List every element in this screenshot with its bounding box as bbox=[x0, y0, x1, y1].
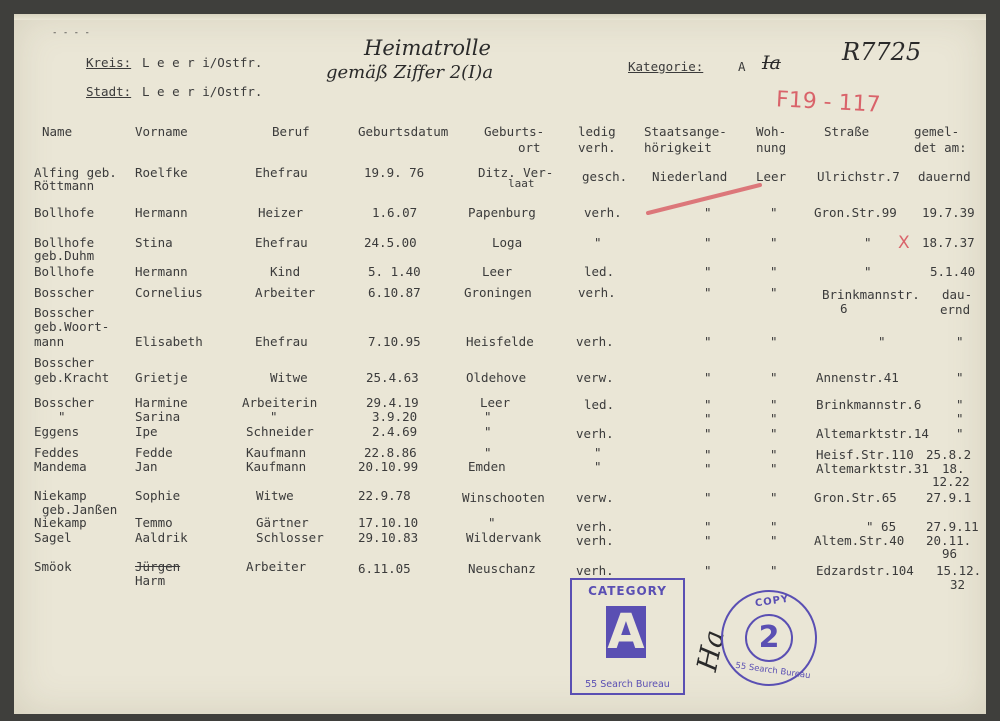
table-cell: Bollhofe bbox=[34, 235, 95, 250]
table-cell: 25.4.63 bbox=[366, 370, 419, 385]
table-cell: Bollhofe bbox=[34, 264, 95, 279]
table-cell: " bbox=[770, 461, 778, 476]
table-cell: Brinkmannstr. bbox=[822, 287, 920, 302]
table-cell: " bbox=[704, 519, 712, 534]
table-cell: Kaufmann bbox=[246, 459, 307, 474]
table-cell: " bbox=[704, 461, 712, 476]
table-cell: " bbox=[58, 409, 66, 424]
col-staat-2: hörigkeit bbox=[644, 140, 712, 155]
table-cell: " bbox=[878, 334, 886, 349]
table-cell: " bbox=[770, 334, 778, 349]
table-cell: mann bbox=[34, 334, 65, 349]
table-cell: Röttmann bbox=[34, 178, 95, 193]
table-cell: Ditz. Ver- bbox=[478, 165, 554, 180]
col-geburtsort-2: ort bbox=[518, 140, 541, 155]
table-cell: 1.6.07 bbox=[372, 205, 418, 220]
table-cell: 18.7.37 bbox=[922, 235, 975, 250]
handwritten-title: Heimatrolle bbox=[364, 36, 491, 60]
col-beruf: Beruf bbox=[272, 124, 310, 139]
table-cell: " bbox=[704, 285, 712, 300]
table-cell: " bbox=[770, 411, 778, 426]
table-cell: Ulrichstr.7 bbox=[817, 169, 900, 184]
table-cell: 20.11. bbox=[926, 533, 972, 548]
table-cell: 3.9.20 bbox=[372, 409, 418, 424]
table-cell: 19.9. 76 bbox=[364, 165, 425, 180]
table-cell: Gron.Str.99 bbox=[814, 205, 897, 220]
copy-stamp-number: 2 bbox=[745, 614, 793, 662]
table-cell: verw. bbox=[576, 370, 614, 385]
table-cell: Brinkmannstr.6 bbox=[816, 397, 922, 412]
table-cell: " bbox=[956, 397, 964, 412]
table-cell: Bosscher bbox=[34, 285, 95, 300]
table-cell: geb.Janßen bbox=[42, 502, 118, 517]
table-cell: Smöok bbox=[34, 559, 72, 574]
table-cell: Hermann bbox=[135, 264, 188, 279]
table-cell: " bbox=[956, 334, 964, 349]
table-cell: Ehefrau bbox=[255, 334, 308, 349]
table-cell: verh. bbox=[576, 334, 614, 349]
kategorie-value: A bbox=[738, 59, 746, 74]
table-cell: Harm bbox=[135, 573, 166, 588]
table-cell: verh. bbox=[578, 285, 616, 300]
table-cell: 17.10.10 bbox=[358, 515, 419, 530]
table-cell: Schlosser bbox=[256, 530, 324, 545]
kategorie-handwritten: Ia bbox=[762, 52, 781, 74]
table-cell: 96 bbox=[942, 546, 958, 561]
table-cell: Papenburg bbox=[468, 205, 536, 220]
table-cell: 27.9.11 bbox=[926, 519, 979, 534]
table-cell: Wildervank bbox=[466, 530, 542, 545]
table-cell: Neuschanz bbox=[468, 561, 536, 576]
table-cell: " bbox=[770, 447, 778, 462]
table-cell: " bbox=[594, 459, 602, 474]
table-cell: " bbox=[770, 235, 778, 250]
table-cell: Schneider bbox=[246, 424, 314, 439]
table-cell: Arbeiter bbox=[246, 559, 307, 574]
table-cell: 22.8.86 bbox=[364, 445, 417, 460]
category-stamp-letter: A bbox=[607, 604, 645, 660]
table-cell: Niekamp bbox=[34, 515, 87, 530]
table-cell: verh. bbox=[576, 426, 614, 441]
table-cell: verh. bbox=[584, 205, 622, 220]
table-cell: " bbox=[704, 205, 712, 220]
table-cell: Heisf.Str.110 bbox=[816, 447, 914, 462]
table-cell: " bbox=[770, 490, 778, 505]
table-cell: " bbox=[770, 264, 778, 279]
table-cell: Altemarktstr.31 bbox=[816, 461, 929, 476]
table-cell: Witwe bbox=[256, 488, 294, 503]
col-gemeldet-2: det am: bbox=[914, 140, 967, 155]
table-cell: Altemarktstr.14 bbox=[816, 426, 929, 441]
handwritten-corner-number: R7725 bbox=[842, 38, 922, 66]
table-cell: Groningen bbox=[464, 285, 532, 300]
table-cell: 18. bbox=[942, 461, 965, 476]
table-cell: 29.4.19 bbox=[366, 395, 419, 410]
table-cell: " bbox=[770, 426, 778, 441]
table-cell: Niederland bbox=[652, 169, 728, 184]
table-cell: laat bbox=[508, 177, 535, 190]
table-cell: Bosscher bbox=[34, 395, 95, 410]
table-cell: Jürgen bbox=[135, 559, 181, 574]
table-cell: verh. bbox=[576, 533, 614, 548]
table-cell: " bbox=[770, 519, 778, 534]
red-x-mark: X bbox=[898, 233, 910, 253]
table-cell: Stina bbox=[135, 235, 173, 250]
table-cell: 25.8.2 bbox=[926, 447, 972, 462]
table-cell: " bbox=[770, 370, 778, 385]
table-cell: Sophie bbox=[135, 488, 181, 503]
table-cell: Altem.Str.40 bbox=[814, 533, 905, 548]
table-cell: 20.10.99 bbox=[358, 459, 419, 474]
table-cell: " bbox=[594, 235, 602, 250]
table-cell: " bbox=[704, 334, 712, 349]
table-cell: " bbox=[704, 397, 712, 412]
table-cell: " bbox=[594, 445, 602, 460]
table-cell: led. bbox=[584, 264, 615, 279]
table-cell: Annenstr.41 bbox=[816, 370, 899, 385]
table-cell: Heisfelde bbox=[466, 334, 534, 349]
table-cell: verh. bbox=[576, 519, 614, 534]
table-cell: Sarina bbox=[135, 409, 181, 424]
table-cell: " bbox=[704, 426, 712, 441]
table-cell: " bbox=[770, 397, 778, 412]
table-cell: Bosscher bbox=[34, 305, 95, 320]
table-cell: 5.1.40 bbox=[930, 264, 976, 279]
table-cell: Ehefrau bbox=[255, 165, 308, 180]
handwritten-subtitle: gemäß Ziffer 2(I)a bbox=[326, 62, 494, 83]
col-vorname: Vorname bbox=[135, 124, 188, 139]
stadt-label: Stadt: bbox=[86, 84, 132, 99]
table-cell: Grietje bbox=[135, 370, 188, 385]
table-cell: 27.9.1 bbox=[926, 490, 972, 505]
table-cell: " bbox=[770, 285, 778, 300]
table-cell: Alfing geb. bbox=[34, 165, 117, 180]
table-cell: led. bbox=[584, 397, 615, 412]
table-cell: Winschooten bbox=[462, 490, 545, 505]
col-geburtsort-1: Geburts- bbox=[484, 124, 545, 139]
table-cell: 5. 1.40 bbox=[368, 264, 421, 279]
table-cell: Loga bbox=[492, 235, 523, 250]
table-cell: dau- bbox=[942, 287, 973, 302]
table-cell: " bbox=[704, 370, 712, 385]
table-cell: Harmine bbox=[135, 395, 188, 410]
table-cell: 29.10.83 bbox=[358, 530, 419, 545]
table-cell: Feddes bbox=[34, 445, 80, 460]
table-cell: Cornelius bbox=[135, 285, 203, 300]
category-stamp bbox=[570, 578, 685, 695]
table-cell: 6.11.05 bbox=[358, 561, 411, 576]
table-cell: geb.Duhm bbox=[34, 248, 95, 263]
category-stamp-unit: 55 Search Bureau bbox=[585, 679, 670, 690]
table-cell: Fedde bbox=[135, 445, 173, 460]
table-cell: " bbox=[864, 264, 872, 279]
table-cell: Elisabeth bbox=[135, 334, 203, 349]
table-cell: Eggens bbox=[34, 424, 80, 439]
table-cell: Sagel bbox=[34, 530, 72, 545]
table-cell: 22.9.78 bbox=[358, 488, 411, 503]
table-cell: 12.22 bbox=[932, 474, 970, 489]
table-cell: " bbox=[704, 563, 712, 578]
top-marks: - - - - bbox=[52, 28, 90, 38]
table-cell: " bbox=[864, 235, 872, 250]
table-cell: " bbox=[770, 533, 778, 548]
table-cell: Emden bbox=[468, 459, 506, 474]
table-cell: " bbox=[704, 533, 712, 548]
table-cell: 32 bbox=[950, 577, 966, 592]
table-cell: Roelfke bbox=[135, 165, 188, 180]
table-cell: Leer bbox=[482, 264, 513, 279]
table-cell: ernd bbox=[940, 302, 971, 317]
table-cell: Gron.Str.65 bbox=[814, 490, 897, 505]
table-cell: Arbeiter bbox=[255, 285, 316, 300]
col-wohnung-1: Woh- bbox=[756, 124, 787, 139]
table-cell: 19.7.39 bbox=[922, 205, 975, 220]
table-cell: " bbox=[484, 445, 492, 460]
table-cell: " bbox=[704, 490, 712, 505]
table-cell: Temmo bbox=[135, 515, 173, 530]
col-staat-1: Staatsange- bbox=[644, 124, 727, 139]
table-cell: 24.5.00 bbox=[364, 235, 417, 250]
col-gemeldet-1: gemel- bbox=[914, 124, 960, 139]
red-pencil-stroke bbox=[644, 179, 764, 219]
table-cell: gesch. bbox=[582, 169, 628, 184]
table-cell: " bbox=[770, 563, 778, 578]
table-cell: Heizer bbox=[258, 205, 304, 220]
table-cell: Arbeiterin bbox=[242, 395, 318, 410]
table-cell: " bbox=[704, 447, 712, 462]
col-ledig: ledig bbox=[578, 124, 616, 139]
table-cell: 6 bbox=[840, 301, 848, 316]
table-cell: 6.10.87 bbox=[368, 285, 421, 300]
table-cell: verh. bbox=[576, 563, 614, 578]
table-cell: Aaldrik bbox=[135, 530, 188, 545]
table-cell: Hermann bbox=[135, 205, 188, 220]
col-verh: verh. bbox=[578, 140, 616, 155]
table-cell: " bbox=[770, 205, 778, 220]
red-reference-note: F19 - 117 bbox=[775, 87, 882, 118]
table-cell: geb.Woort- bbox=[34, 319, 110, 334]
col-geburtsdatum: Geburtsdatum bbox=[358, 124, 449, 139]
table-cell: Gärtner bbox=[256, 515, 309, 530]
copy-stamp bbox=[721, 590, 817, 686]
table-cell: Witwe bbox=[270, 370, 308, 385]
table-cell: Leer bbox=[480, 395, 511, 410]
col-name: Name bbox=[42, 124, 73, 139]
handwritten-initials: Ha bbox=[690, 626, 731, 675]
kreis-value: L e e r i/Ostfr. bbox=[142, 55, 263, 70]
table-cell: Niekamp bbox=[34, 488, 87, 503]
table-cell: geb.Kracht bbox=[34, 370, 110, 385]
table-cell: Kind bbox=[270, 264, 301, 279]
table-cell: 2.4.69 bbox=[372, 424, 418, 439]
copy-stamp-unit: 55 Search Bureau bbox=[734, 660, 812, 682]
table-cell: Leer bbox=[756, 169, 787, 184]
table-cell: Edzardstr.104 bbox=[816, 563, 914, 578]
table-cell: 15.12. bbox=[936, 563, 982, 578]
table-cell: " bbox=[956, 426, 964, 441]
document-sheet bbox=[14, 14, 986, 714]
table-cell: " bbox=[484, 409, 492, 424]
table-cell: " 65 bbox=[866, 519, 897, 534]
table-cell: Ehefrau bbox=[255, 235, 308, 250]
table-cell: " bbox=[484, 424, 492, 439]
table-cell: " bbox=[704, 264, 712, 279]
kreis-label: Kreis: bbox=[86, 55, 132, 70]
table-cell: Ipe bbox=[135, 424, 158, 439]
kategorie-label: Kategorie: bbox=[628, 59, 704, 74]
col-wohnung-2: nung bbox=[756, 140, 787, 155]
table-cell: " bbox=[956, 411, 964, 426]
table-cell: Bollhofe bbox=[34, 205, 95, 220]
table-cell: 7.10.95 bbox=[368, 334, 421, 349]
stadt-value: L e e r i/Ostfr. bbox=[142, 84, 263, 99]
table-cell: " bbox=[488, 515, 496, 530]
table-cell: Jan bbox=[135, 459, 158, 474]
table-cell: " bbox=[956, 370, 964, 385]
table-cell: " bbox=[270, 409, 278, 424]
table-cell: " bbox=[704, 411, 712, 426]
category-stamp-title: CATEGORY bbox=[588, 584, 667, 598]
table-cell: Oldehove bbox=[466, 370, 527, 385]
table-cell: Bosscher bbox=[34, 355, 95, 370]
col-strasse: Straße bbox=[824, 124, 870, 139]
table-cell: " bbox=[704, 235, 712, 250]
table-cell: verw. bbox=[576, 490, 614, 505]
table-cell: dauernd bbox=[918, 169, 971, 184]
table-cell: Kaufmann bbox=[246, 445, 307, 460]
table-cell: Mandema bbox=[34, 459, 87, 474]
copy-stamp-title: COPY bbox=[754, 593, 791, 610]
